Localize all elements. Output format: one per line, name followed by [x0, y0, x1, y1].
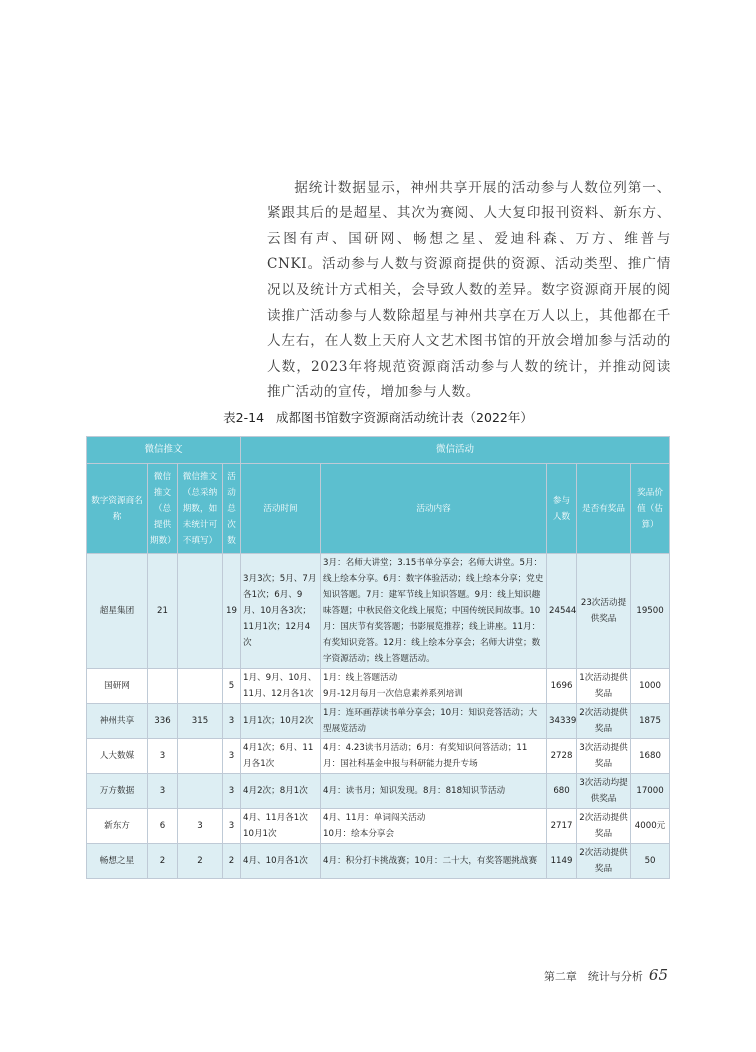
cell-activity-content: 4月：4.23读书月活动；6月：有奖知识问答活动；11月：国社科基金申报与科研能力提升专场: [321, 739, 547, 774]
cell-vendor: 畅想之星: [87, 844, 148, 879]
col-header-participants: 参与人数: [547, 464, 577, 554]
cell-posts-provided: 21: [148, 554, 178, 669]
cell-activity-count: 3: [223, 739, 241, 774]
cell-prize-value: 1875: [631, 704, 670, 739]
cell-vendor: 神州共享: [87, 704, 148, 739]
table-caption: [0, 408, 756, 426]
col-header-activity-content: 活动内容: [321, 464, 547, 554]
cell-prize: 1次活动提供奖品: [577, 669, 631, 704]
cell-vendor: 新东方: [87, 809, 148, 844]
cell-activity-time: 4月、10月各1次: [241, 844, 321, 879]
cell-prize-value: 1000: [631, 669, 670, 704]
cell-posts-provided: 3: [148, 774, 178, 809]
col-header-prize: 是否有奖品: [577, 464, 631, 554]
col-header-vendor: 数字资源商名称: [87, 464, 148, 554]
table-row: [87, 844, 670, 879]
page-number: 65: [648, 966, 668, 984]
cell-posts-collected: 315: [178, 704, 223, 739]
cell-prize: 3次活动提供奖品: [577, 739, 631, 774]
table-row: [87, 809, 670, 844]
table-number: 表2-14: [223, 410, 265, 425]
cell-activity-content: 3月：名师大讲堂；3.15书单分享会；名师大讲堂。5月：线上绘本分享。6月：数字体验活动；线上绘本分享；党史知识答题。7月：建军节线上知识答题。9月：线上知识趣味答题；中秋民俗文化线上展览；中国传统民间故事。10月：国庆节有奖答题；书影展览推荐；线上讲座。11月：有奖知识竞答。12月：线上绘本分享会；名师大讲堂；数字资源活动；线上答题活动。: [321, 554, 547, 669]
cell-participants: 1149: [547, 844, 577, 879]
cell-vendor: 超星集团: [87, 554, 148, 669]
footer-chapter: 第二章 统计与分析: [543, 970, 643, 983]
cell-prize: 2次活动提供奖品: [577, 809, 631, 844]
cell-posts-provided: 6: [148, 809, 178, 844]
cell-participants: 680: [547, 774, 577, 809]
cell-activity-content: 4月、11月：单词闯关活动 10月：绘本分享会: [321, 809, 547, 844]
cell-activity-time: 4月1次；6月、11月各1次: [241, 739, 321, 774]
cell-activity-count: 3: [223, 809, 241, 844]
cell-activity-content: 1月：线上答题活动 9月-12月每月一次信息素养系列培训: [321, 669, 547, 704]
cell-posts-provided: [148, 669, 178, 704]
cell-activity-time: 4月2次；8月1次: [241, 774, 321, 809]
cell-vendor: 万方数据: [87, 774, 148, 809]
cell-prize-value: 50: [631, 844, 670, 879]
cell-posts-collected: [178, 739, 223, 774]
cell-prize: 2次活动提供奖品: [577, 844, 631, 879]
cell-posts-provided: 2: [148, 844, 178, 879]
cell-posts-collected: [178, 774, 223, 809]
col-header-prize-value: 奖品价值（估算）: [631, 464, 670, 554]
cell-posts-collected: [178, 669, 223, 704]
cell-prize-value: 19500: [631, 554, 670, 669]
cell-vendor: 人大数媒: [87, 739, 148, 774]
activity-table: [86, 436, 670, 879]
cell-participants: 1696: [547, 669, 577, 704]
cell-posts-provided: 3: [148, 739, 178, 774]
cell-activity-count: 5: [223, 669, 241, 704]
cell-activity-count: 19: [223, 554, 241, 669]
cell-participants: 24544: [547, 554, 577, 669]
cell-participants: 2717: [547, 809, 577, 844]
cell-prize: 23次活动提供奖品: [577, 554, 631, 669]
col-header-activity-time: 活动时间: [241, 464, 321, 554]
col-header-posts-collected: 微信推文（总采纳期数，如未统计可不填写）: [178, 464, 223, 554]
cell-vendor: 国研网: [87, 669, 148, 704]
cell-activity-time: 1月1次；10月2次: [241, 704, 321, 739]
table-row: [87, 704, 670, 739]
cell-activity-content: 4月：读书月；知识发现。8月：818知识节活动: [321, 774, 547, 809]
cell-participants: 2728: [547, 739, 577, 774]
cell-posts-collected: 2: [178, 844, 223, 879]
cell-posts-collected: 3: [178, 809, 223, 844]
cell-activity-count: 3: [223, 704, 241, 739]
cell-activity-count: 2: [223, 844, 241, 879]
cell-activity-time: 3月3次；5月、7月各1次；6月、9月、10月各3次；11月1次；12月4次: [241, 554, 321, 669]
cell-activity-content: 4月：积分打卡挑战赛；10月：二十大，有奖答题挑战赛: [321, 844, 547, 879]
cell-prize-value: 1680: [631, 739, 670, 774]
table-row: [87, 554, 670, 669]
table-row: [87, 669, 670, 704]
cell-posts-provided: 336: [148, 704, 178, 739]
cell-prize-value: 4000元: [631, 809, 670, 844]
col-header-posts-provided: 微信推文（总提供期数）: [148, 464, 178, 554]
body-paragraph: 据统计数据显示，神州共享开展的活动参与人数位列第一、紧跟其后的是超星、其次为赛阅、人大复印报刊资料、新东方、云图有声、国研网、畅想之星、爱迪科森、万方、维普与CNKI。活动参与人数与资源商提供的资源、活动类型、推广情况以及统计方式相关，会导致人数的差异。数字资源商开展的阅读推广活动参与人数除超星与神州共享在万人以上，其他都在千人左右，在人数上天府人文艺术图书馆的开放会增加参与活动的人数，2023年将规范资源商活动参与人数的统计，并推动阅读推广活动的宣传，增加参与人数。: [267, 179, 671, 401]
table-row: [87, 774, 670, 809]
col-header-activity-count: 活动总次数: [223, 464, 241, 554]
cell-activity-content: 1月：连环画荐读书单分享会；10月：知识竞答活动；大型展览活动: [321, 704, 547, 739]
cell-participants: 34339: [547, 704, 577, 739]
cell-posts-collected: [178, 554, 223, 669]
group-header-wechat-post: 微信推文: [87, 437, 241, 464]
cell-prize: 2次活动提供奖品: [577, 704, 631, 739]
page-footer: [0, 966, 668, 984]
table-row: [87, 739, 670, 774]
cell-activity-time: 4月、11月各1次 10月1次: [241, 809, 321, 844]
cell-activity-count: 3: [223, 774, 241, 809]
cell-activity-time: 1月、9月、10月、11月、12月各1次: [241, 669, 321, 704]
cell-prize: 3次活动均提供奖品: [577, 774, 631, 809]
group-header-wechat-activity: 微信活动: [241, 437, 670, 464]
table-title: 成都图书馆数字资源商活动统计表（2022年）: [276, 410, 533, 425]
cell-prize-value: 17000: [631, 774, 670, 809]
